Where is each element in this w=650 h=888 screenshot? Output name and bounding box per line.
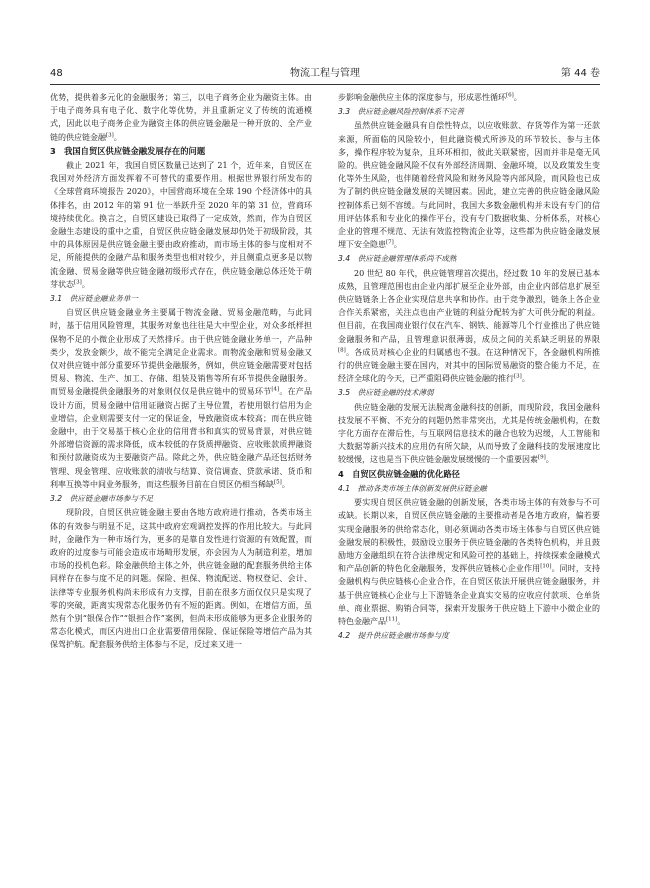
subsection-heading: 3.1 供应链金融业务单一 [50, 294, 139, 304]
citation-marker: [6] [506, 92, 514, 99]
journal-title: 物流工程与管理 [290, 68, 360, 79]
left-column [50, 91, 312, 861]
citation-marker: [8] [338, 347, 346, 354]
citation-marker: [11] [386, 616, 398, 623]
section-heading: 3 我国自贸区供应链金融发展存在的问题 [50, 145, 206, 156]
body-paragraph: 步影响金融供应主体的深度参与，形成恶性循环[6]。 [338, 92, 522, 102]
body-paragraph: 供应链金融的发展无法脱离金融科技的创新，而现阶段，我国金融科技发展不平衡、不充分的问题仍然非常突出，尤其是传统金融机构，在数字化方面存在滞后性，与互联网信息技术的融合也较为迟缓，人工智能和大数据等新兴技术的应用仍有所欠缺，从而导致了金融科技的发展速度比较缓慢，这也是当下供应链金融发展缓慢的一个重要因素[9]。 [338, 402, 600, 465]
citation-marker: [3] [74, 279, 82, 286]
body-paragraph: 20 世纪 80 年代，供应链管理首次提出，经过数 10 年的发展已基本成熟，且管理范围也由企业内部扩展至企业外部，由企业内部信息扩展至供应链链条上各企业实现信息共享和协作。由于竞争激烈，链条上各企业合作关系紧密，关注点也由产业链的利益分配转为扩大可供分配的利益。但目前，在我国商业银行仅在汽车、钢铁、能源等几个行业推出了供应链金融服务和产品，且管理意识很薄弱，成员之间的关系缺乏明显的界限[8]。各成员对核心企业的归属感也不强。在这种情况下，各金融机构所推行的供应链金融主要在国内，对其中的国际贸易融资的整合能力不足，在经济全球化的今天，已严重阻碍供应链金融的推行[3]。 [338, 268, 600, 384]
right-column [338, 91, 600, 861]
citation-marker: [7] [386, 239, 394, 246]
body-paragraph: 优势，提供着多元化的金融服务；第三，以电子商务企业为融资主体。由于电子商务具有电子化、数字化等优势，并且重新定义了传统的流通模式，因此以电子商务企业为融资主体的供应链金融是一种开放的、全产业链的供应链金融[3]。 [50, 93, 312, 142]
citation-marker: [3] [514, 373, 522, 380]
page-number: 48 [50, 68, 63, 79]
subsection-heading: 3.2 供应链金融市场参与不足 [50, 494, 154, 504]
subsection-heading: 4.1 推动各类市场主体创新发展供应链金融 [338, 483, 487, 493]
body-paragraph: 截止 2021 年，我国自贸区数量已达到了 21 个，近年来，自贸区在我国对外经济方面发挥着不可替代的重要作用。根据世界银行所发布的《全球营商环境报告 2020》，中国营商环境在全球 190 个经济体中的具体排名，由 2012 年的第 91 位一举跃升至 2020 年的第 31 位，营商环境持续优化。换言之，自贸区建设已取得了一定成效，然而，作为自贸区金融生态建设的重中之重，自贸区供应链金融发展却仍处于初级阶段，其中的具体原因是供应链金融主要由政府推动，而市场主体的参与度相对不足，所能提供的金融产品和服务类型也相对较少，并且侧重点更多是以物流金融、贸易金融等供应链金融初级形式存在，供应链金融总体还处于萌芽状态[3]。 [50, 161, 312, 289]
volume-label: 第 44 卷 [560, 68, 600, 79]
citation-marker: [9] [538, 454, 546, 461]
header-rule [50, 84, 600, 85]
page-header [50, 66, 600, 82]
citation-marker: [4] [271, 386, 280, 393]
subsection-heading: 3.5 供应链金融的技术薄弱 [338, 388, 434, 398]
citation-marker: [10] [540, 563, 552, 570]
body-paragraph: 要实现自贸区供应链金融的创新发展，各类市场主体的有效参与不可或缺。长期以来，自贸区供应链金融的主要推动者是各地方政府，偏若要实现金融服务的供给常态化，则必须调动各类市场主体参与自贸区供应链金融发展的积极性，鼓励设立服务于供应链金融的各类特色机构，并且鼓励地方金融组织在符合法律规定和风险可控的基础上，持续探索金融模式和产品创新的特色化金融服务，发挥供应链核心企业作用[10]。同时，支持金融机构与供应链核心企业合作，在自贸区依法开展供应链金融服务，并基于供应链核心企业与上下游链条企业真实交易的应收应付款项、仓单货单、商业票据、购销合同等，探索开发服务于供应链上下游中小微企业的特色金融产品[11]。 [338, 498, 600, 626]
body-paragraph: 虽然供应链金融具有自偿性特点，以应收账款、存货等作为第一还款来源，所面临的风险较小，但此融资模式所涉及的环节较长、参与主体多，操作程序较为复杂，且环环相扣，彼此关联紧密，因而并非是毫无风险的。供应链金融风险不仅有外部经济周期、金融环境，以及政策发生变化等外生风险，也伴随着经营风险和财务风险等内部风险，而风险也已成为了制约供应链金融发展的关键因素。因此，建立完善的供应链金融风险控制体系已刻不容缓。与此同时，我国大多数金融机构并未设有专门的信用评估体系和专业化的操作平台，没有专门数据收集、分析体系，对核心企业的管理不规范、无法有效监控物流企业等，这些都为供应链金融发展埋下安全隐患[7]。 [338, 121, 600, 250]
citation-marker: [3] [106, 131, 114, 138]
subsection-heading: 3.4 供应链金融管理体系尚不成熟 [338, 254, 457, 264]
subsection-heading: 4.2 提升供应链金融市场参与度 [338, 631, 449, 641]
section-heading: 4 自贸区供应链金融的优化路径 [338, 468, 460, 479]
body-paragraph: 现阶段，自贸区供应链金融主要由各地方政府进行推动，各类市场主体的有效参与明显不足，这其中政府宏观调控发挥的作用比较大。与此同时，金融作为一种市场行为，更多的是靠自发性进行资源的有效配置，而政府的过度参与可能会造成市场畸形发展，亦会因为人为制造利差，增加市场的投机色彩。除金融供给主体之外，供应链金融的配套服务供给主体同样存在参与度不足的问题。保险、担保、物流配送、物权登记、会计、法律等专业服务机构尚未形成有力支撑，目前在很多方面仅仅只是实现了零的突破，距离实现常态化服务仍有不短的距离。例如，在增信方面，虽然有个别“银保合作”“银担合作”案例，但尚未形成能够为更多企业服务的常态化模式，而区内进出口企业需要借用保险、保证保险等增信产品为其保驾护航。配套服务供给主体参与不足，反过来又进一 [50, 508, 312, 650]
subsection-heading: 3.3 供应链金融风险控制体系不完善 [338, 107, 464, 117]
body-paragraph: 自贸区供应链金融业务主要属于物流金融、贸易金融范畴，与此同时，基于信用风险管理，其服务对象也往往是大中型企业，对众多纸样担保物不足的小微企业形成了天然排斥。由于供应链金融业务单一，产品种类少，发放金额少，故不能完全满足企业需求。而物流金融和贸易金融又仅对供应链中部分重要环节提供金融服务，例如，供应链金融需要对包括贸易、物流、生产、加工、存储、组装及销售等所有环节提供金融服务。而贸易金融提供金融服务的对象则仅仅是供应链中的贸易环节[4]。在产品设计方面，贸易金融中信用证融资占据了主导位置，若使用银行信用为企业增信，企业则需要支付一定的保证金，导致融资成本较高；而在供应链金融中，由于交易基于核心企业的信用背书和真实的贸易背景，对供应链外部增信资源的需求降低，成本较低的存货质押融资、应收账款质押融资和预付款融资成为主要融资产品。除此之外，供应链金融产品还包括财务管理、现金管理、应收账款的清收与结算、资信调查、贷款承诺、货币和利率互换等中间业务服务，而这些服务目前在自贸区仍相当稀缺[5]。 [50, 308, 312, 489]
citation-marker: [5] [274, 479, 282, 486]
